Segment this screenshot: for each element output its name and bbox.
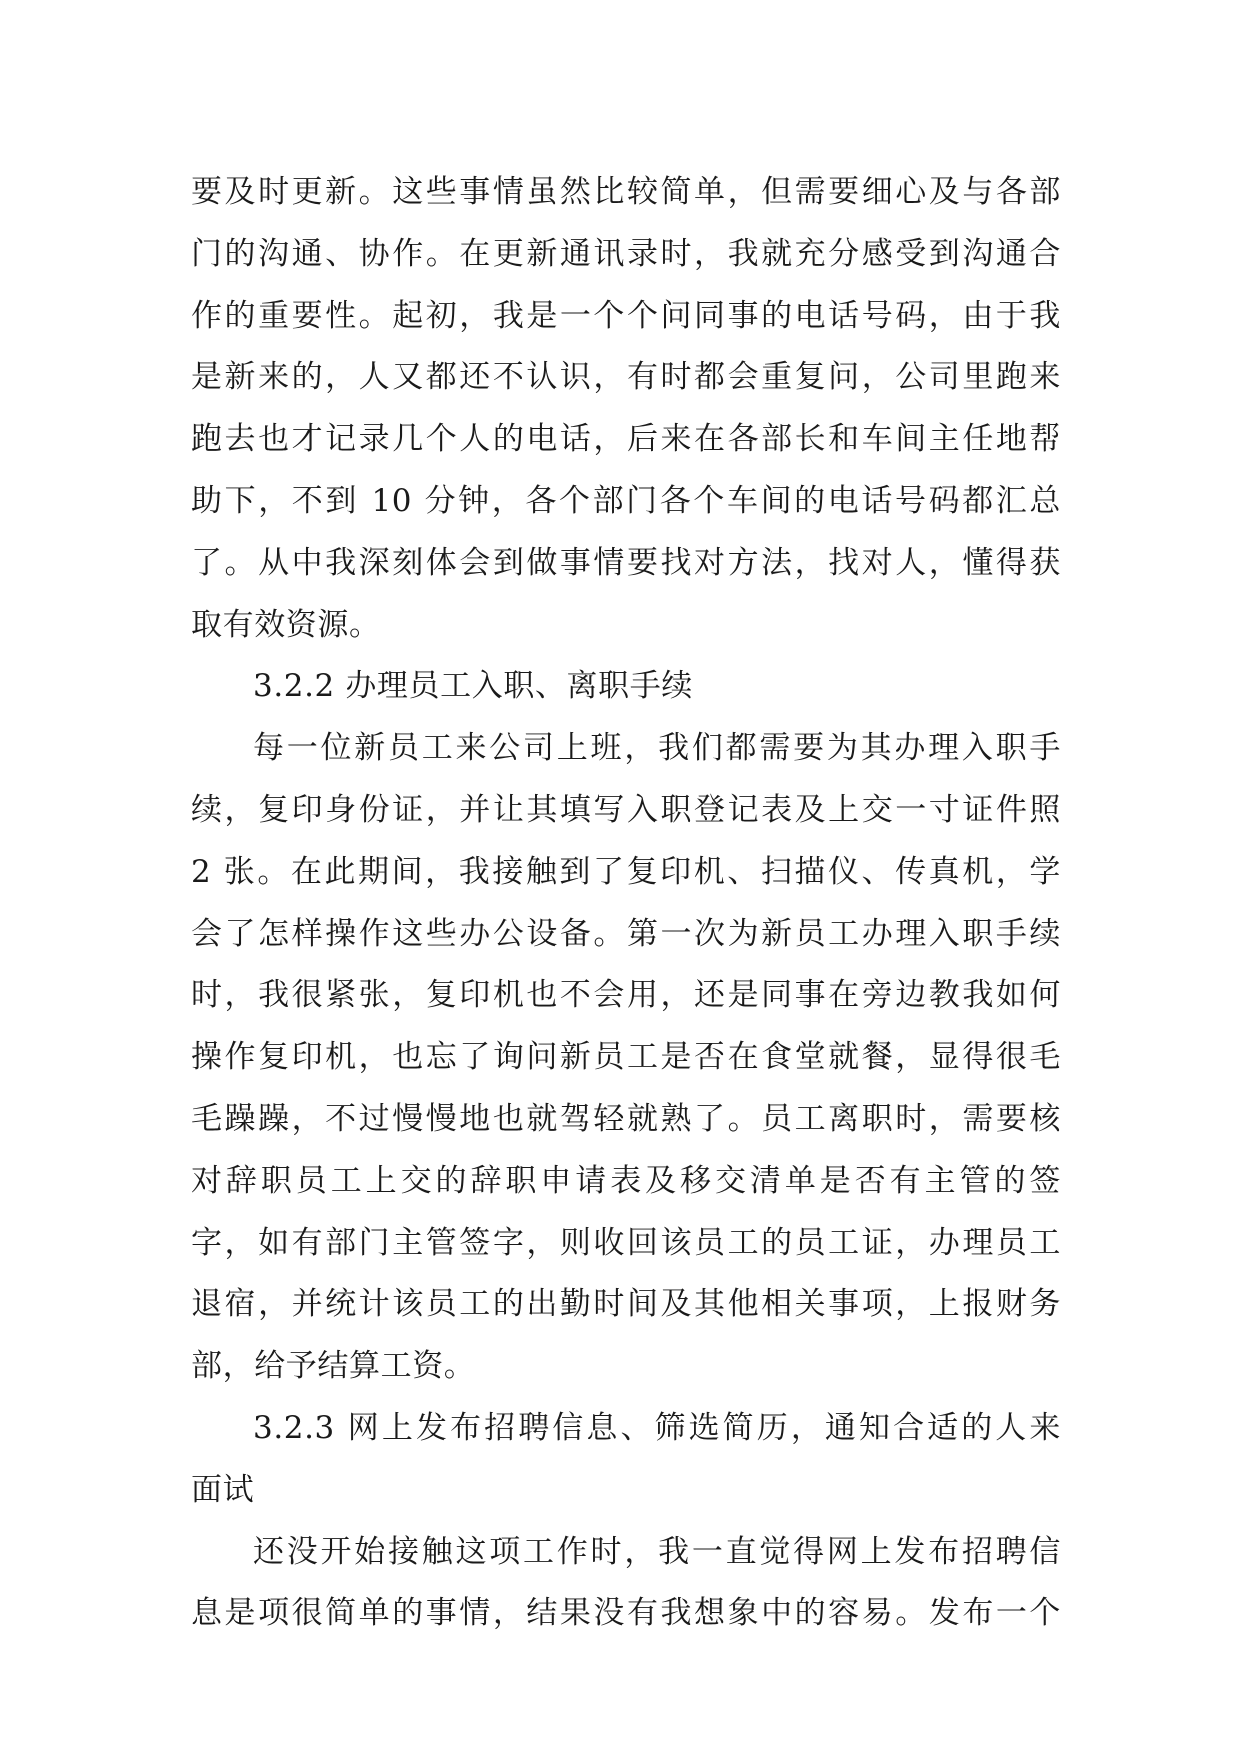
text-line-8: 取有效资源。: [191, 606, 381, 643]
text-line-6: 助下，不到 10 分钟，各个部门各个车间的电话号码都汇总: [191, 482, 1061, 519]
text-line-13: 会了怎样操作这些办公设备。第一次为新员工办理入职手续: [191, 915, 1061, 952]
text-line-14: 时，我很紧张，复印机也不会用，还是同事在旁边教我如何: [191, 977, 1061, 1014]
section-heading-3-2-3-continued: 面试: [191, 1471, 255, 1508]
text-line-24: 息是项很简单的事情，结果没有我想象中的容易。发布一个: [191, 1595, 1061, 1632]
text-line-18: 字，如有部门主管签字，则收回该员工的员工证，办理员工: [191, 1224, 1061, 1261]
text-line-2: 门的沟通、协作。在更新通讯录时，我就充分感受到沟通合: [191, 235, 1061, 272]
section-heading-3-2-2: 3.2.2 办理员工入职、离职手续: [253, 668, 693, 705]
text-line-4: 是新来的，人又都还不认识，有时都会重复问，公司里跑来: [191, 359, 1061, 396]
text-line-19: 退宿，并统计该员工的出勤时间及其他相关事项，上报财务: [191, 1286, 1061, 1323]
document-body: [191, 162, 1061, 1645]
text-line-7: 了。从中我深刻体会到做事情要找对方法，找对人，懂得获: [191, 544, 1061, 581]
text-line-10: 每一位新员工来公司上班，我们都需要为其办理入职手: [253, 730, 1061, 767]
text-line-16: 毛躁躁，不过慢慢地也就驾轻就熟了。员工离职时，需要核: [191, 1100, 1061, 1137]
text-line-15: 操作复印机，也忘了询问新员工是否在食堂就餐，显得很毛: [191, 1039, 1061, 1076]
text-line-11: 续，复印身份证，并让其填写入职登记表及上交一寸证件照: [191, 791, 1061, 828]
text-line-5: 跑去也才记录几个人的电话，后来在各部长和车间主任地帮: [191, 421, 1061, 458]
text-line-12: 2 张。在此期间，我接触到了复印机、扫描仪、传真机，学: [191, 853, 1061, 890]
text-line-17: 对辞职员工上交的辞职申请表及移交清单是否有主管的签: [191, 1162, 1061, 1199]
text-line-1: 要及时更新。这些事情虽然比较简单，但需要细心及与各部: [191, 174, 1061, 210]
text-line-23: 还没开始接触这项工作时，我一直觉得网上发布招聘信: [253, 1533, 1061, 1570]
text-line-20: 部，给予结算工资。: [191, 1348, 476, 1385]
section-heading-3-2-3: 3.2.3 网上发布招聘信息、筛选简历，通知合适的人来: [253, 1409, 1061, 1446]
text-line-3: 作的重要性。起初，我是一个个问同事的电话号码，由于我: [191, 297, 1061, 334]
